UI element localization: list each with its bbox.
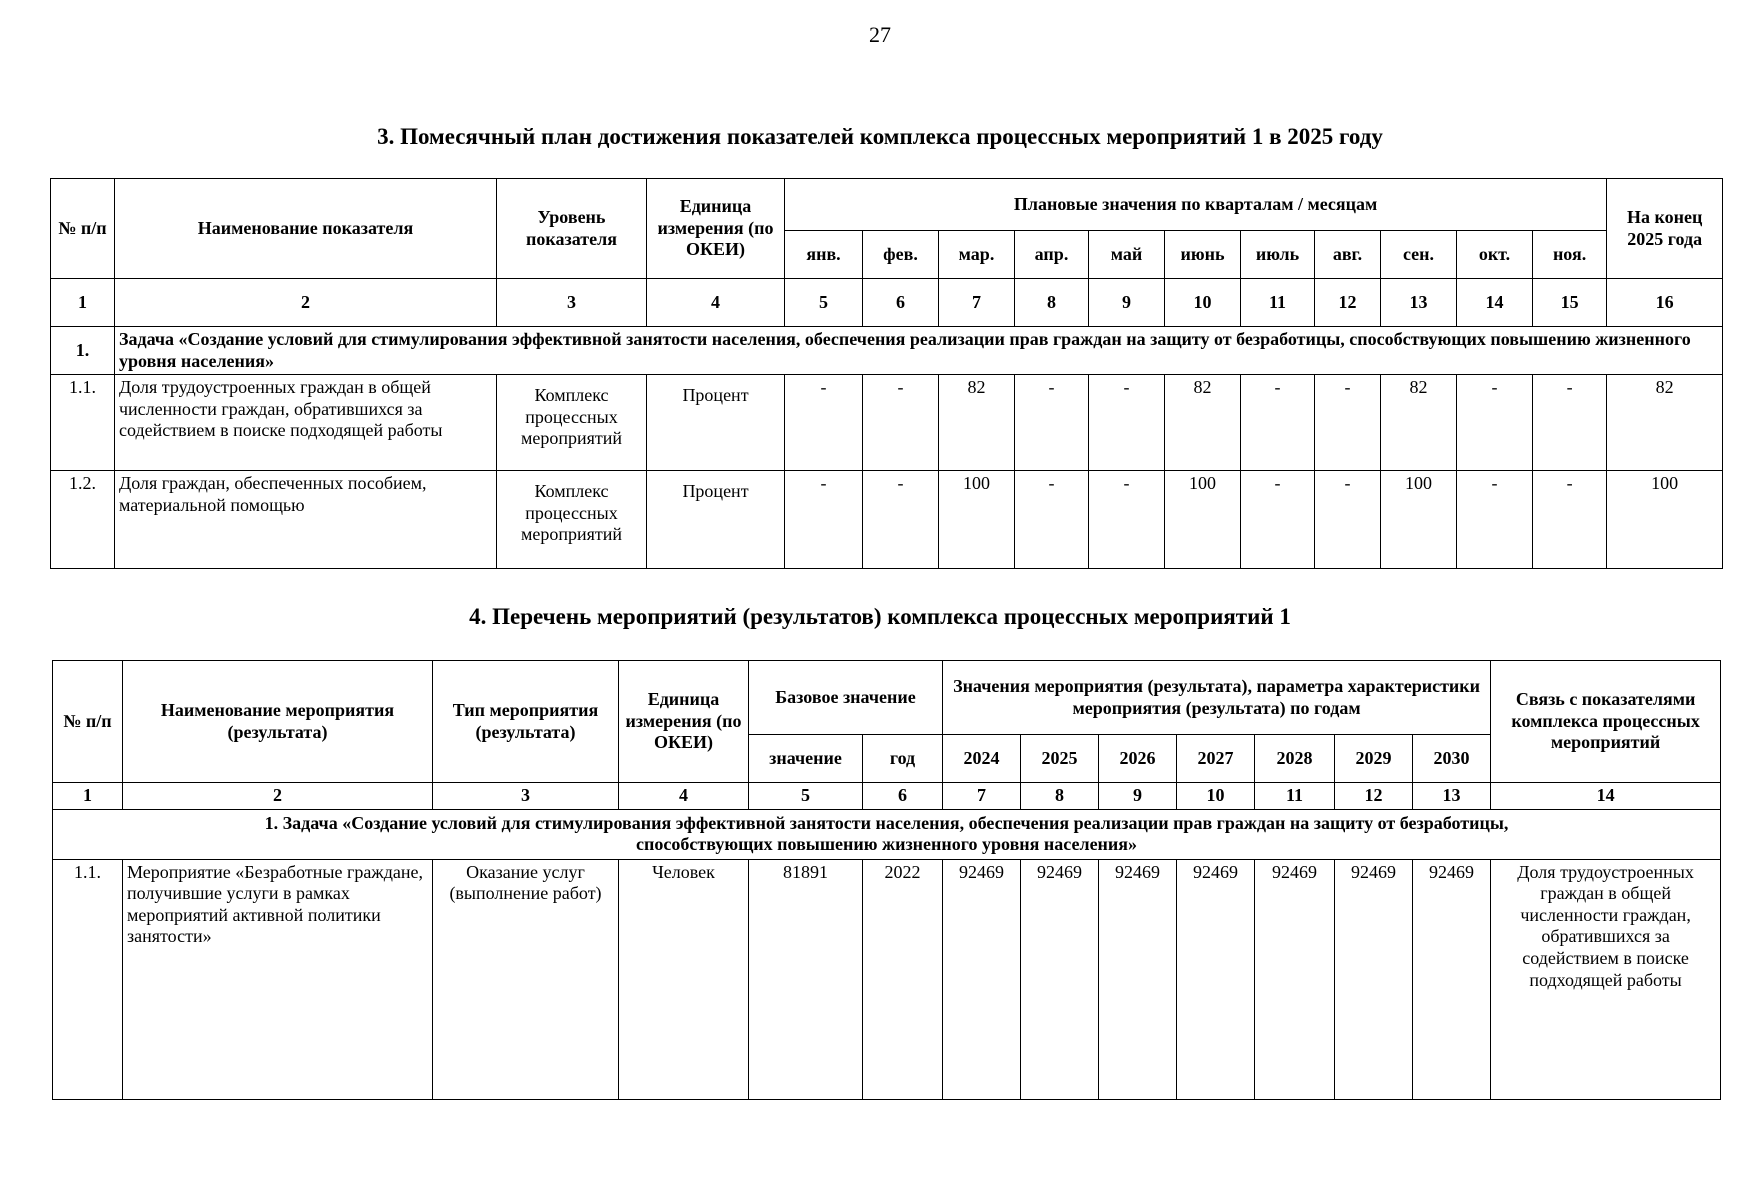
section-3-title: 3. Помесячный план достижения показателей комплекса процессных мероприятий 1 в 2025 году (377, 124, 1383, 149)
column-number: 2 (115, 279, 497, 327)
header-year-end: На конец 2025 года (1607, 179, 1723, 279)
month-value: - (785, 375, 863, 471)
column-number: 11 (1241, 279, 1315, 327)
month-value: - (1457, 471, 1533, 569)
header-base-value: Базовое значение (749, 661, 943, 735)
month-value: 100 (1381, 471, 1457, 569)
column-number: 12 (1335, 783, 1413, 810)
column-number: 10 (1177, 783, 1255, 810)
column-number: 2 (123, 783, 433, 810)
column-number: 13 (1413, 783, 1491, 810)
activity-unit: Человек (619, 859, 749, 1099)
month-value: - (1315, 471, 1381, 569)
header-year: 2025 (1021, 735, 1099, 783)
task-text: Задача «Создание условий для стимулирования эффективной занятости населения, обеспечения реализации прав граждан на защиту от безработицы, способствующих повышению жизненного уровня населения» (115, 327, 1723, 375)
month-value: - (863, 375, 939, 471)
month-value: 82 (1381, 375, 1457, 471)
task-text: 1. Задача «Создание условий для стимулирования эффективной занятости населения, обеспечения реализации прав граждан на защиту от безработицы, способствующих повышению жизненного уровня населения» (53, 809, 1721, 859)
year-value: 92469 (943, 859, 1021, 1099)
column-number: 5 (785, 279, 863, 327)
header-plan-values: Плановые значения по кварталам / месяцам (785, 179, 1607, 231)
month-value: - (785, 471, 863, 569)
column-number: 7 (939, 279, 1015, 327)
month-value: - (1533, 375, 1607, 471)
column-number: 8 (1015, 279, 1089, 327)
header-month: июль (1241, 231, 1315, 279)
section-4-title: 4. Перечень мероприятий (результатов) комплекса процессных мероприятий 1 (469, 604, 1291, 629)
column-number: 1 (53, 783, 123, 810)
table-row (53, 859, 1721, 1099)
table-row (51, 375, 1723, 471)
header-year: 2026 (1099, 735, 1177, 783)
indicator-unit: Процент (647, 375, 785, 471)
column-number: 4 (647, 279, 785, 327)
column-number: 13 (1381, 279, 1457, 327)
year-value: 92469 (1021, 859, 1099, 1099)
header-month: апр. (1015, 231, 1089, 279)
base-year: 2022 (863, 859, 943, 1099)
page-number: 27 (869, 22, 891, 47)
column-number: 3 (433, 783, 619, 810)
header-indicator-level: Уровень показателя (497, 179, 647, 279)
year-value: 92469 (1255, 859, 1335, 1099)
column-number: 5 (749, 783, 863, 810)
row-number: 1.1. (53, 859, 123, 1099)
header-month: фев. (863, 231, 939, 279)
column-number: 3 (497, 279, 647, 327)
header-year: 2028 (1255, 735, 1335, 783)
year-value: 92469 (1413, 859, 1491, 1099)
column-number: 9 (1089, 279, 1165, 327)
header-unit: Единица измерения (по ОКЕИ) (647, 179, 785, 279)
header-month: янв. (785, 231, 863, 279)
header-base-value-year: год (863, 735, 943, 783)
column-number: 12 (1315, 279, 1381, 327)
column-number: 14 (1491, 783, 1721, 810)
month-value: 82 (939, 375, 1015, 471)
indicator-link: Доля трудоустроенных граждан в общей численности граждан, обратившихся за содействием в поиске подходящей работы (1491, 859, 1721, 1099)
column-number: 7 (943, 783, 1021, 810)
table-row (51, 471, 1723, 569)
month-value: - (1457, 375, 1533, 471)
header-month: июнь (1165, 231, 1241, 279)
activities-list-table (52, 660, 1721, 1100)
month-value: - (1315, 375, 1381, 471)
column-number: 16 (1607, 279, 1723, 327)
month-value: - (1533, 471, 1607, 569)
indicator-name: Доля граждан, обеспеченных пособием, материальной помощью (115, 471, 497, 569)
column-number: 6 (863, 279, 939, 327)
column-number: 11 (1255, 783, 1335, 810)
header-num: № п/п (53, 661, 123, 783)
column-number: 15 (1533, 279, 1607, 327)
indicator-name: Доля трудоустроенных граждан в общей численности граждан, обратившихся за содействием в поиске подходящей работы (115, 375, 497, 471)
month-value: - (863, 471, 939, 569)
year-value: 92469 (1099, 859, 1177, 1099)
header-month: ноя. (1533, 231, 1607, 279)
year-end-value: 100 (1607, 471, 1723, 569)
header-year: 2029 (1335, 735, 1413, 783)
base-value: 81891 (749, 859, 863, 1099)
header-year: 2030 (1413, 735, 1491, 783)
header-indicator-name: Наименование показателя (115, 179, 497, 279)
column-number: 10 (1165, 279, 1241, 327)
task-number: 1. (51, 327, 115, 375)
month-value: - (1015, 375, 1089, 471)
indicator-level: Комплекс процессных мероприятий (497, 471, 647, 569)
month-value: 100 (939, 471, 1015, 569)
activity-type: Оказание услуг (выполнение работ) (433, 859, 619, 1099)
year-end-value: 82 (1607, 375, 1723, 471)
column-number: 9 (1099, 783, 1177, 810)
column-number: 14 (1457, 279, 1533, 327)
month-value: - (1089, 375, 1165, 471)
header-base-value-value: значение (749, 735, 863, 783)
monthly-plan-table (50, 178, 1723, 569)
indicator-level: Комплекс процессных мероприятий (497, 375, 647, 471)
header-num: № п/п (51, 179, 115, 279)
column-number: 8 (1021, 783, 1099, 810)
row-number: 1.2. (51, 471, 115, 569)
column-number: 1 (51, 279, 115, 327)
year-value: 92469 (1335, 859, 1413, 1099)
column-number: 4 (619, 783, 749, 810)
header-values-by-year: Значения мероприятия (результата), параметра характеристики мероприятия (результата) по годам (943, 661, 1491, 735)
column-number: 6 (863, 783, 943, 810)
header-month: сен. (1381, 231, 1457, 279)
month-value: 100 (1165, 471, 1241, 569)
header-month: май (1089, 231, 1165, 279)
header-month: авг. (1315, 231, 1381, 279)
month-value: - (1089, 471, 1165, 569)
header-activity-name: Наименование мероприятия (результата) (123, 661, 433, 783)
month-value: - (1241, 375, 1315, 471)
year-value: 92469 (1177, 859, 1255, 1099)
month-value: 82 (1165, 375, 1241, 471)
header-month: мар. (939, 231, 1015, 279)
month-value: - (1015, 471, 1089, 569)
row-number: 1.1. (51, 375, 115, 471)
header-year: 2027 (1177, 735, 1255, 783)
header-activity-type: Тип мероприятия (результата) (433, 661, 619, 783)
month-value: - (1241, 471, 1315, 569)
header-link: Связь с показателями комплекса процессных мероприятий (1491, 661, 1721, 783)
header-year: 2024 (943, 735, 1021, 783)
header-month: окт. (1457, 231, 1533, 279)
indicator-unit: Процент (647, 471, 785, 569)
header-unit: Единица измерения (по ОКЕИ) (619, 661, 749, 783)
activity-name: Мероприятие «Безработные граждане, получившие услуги в рамках мероприятий активной политики занятости» (123, 859, 433, 1099)
